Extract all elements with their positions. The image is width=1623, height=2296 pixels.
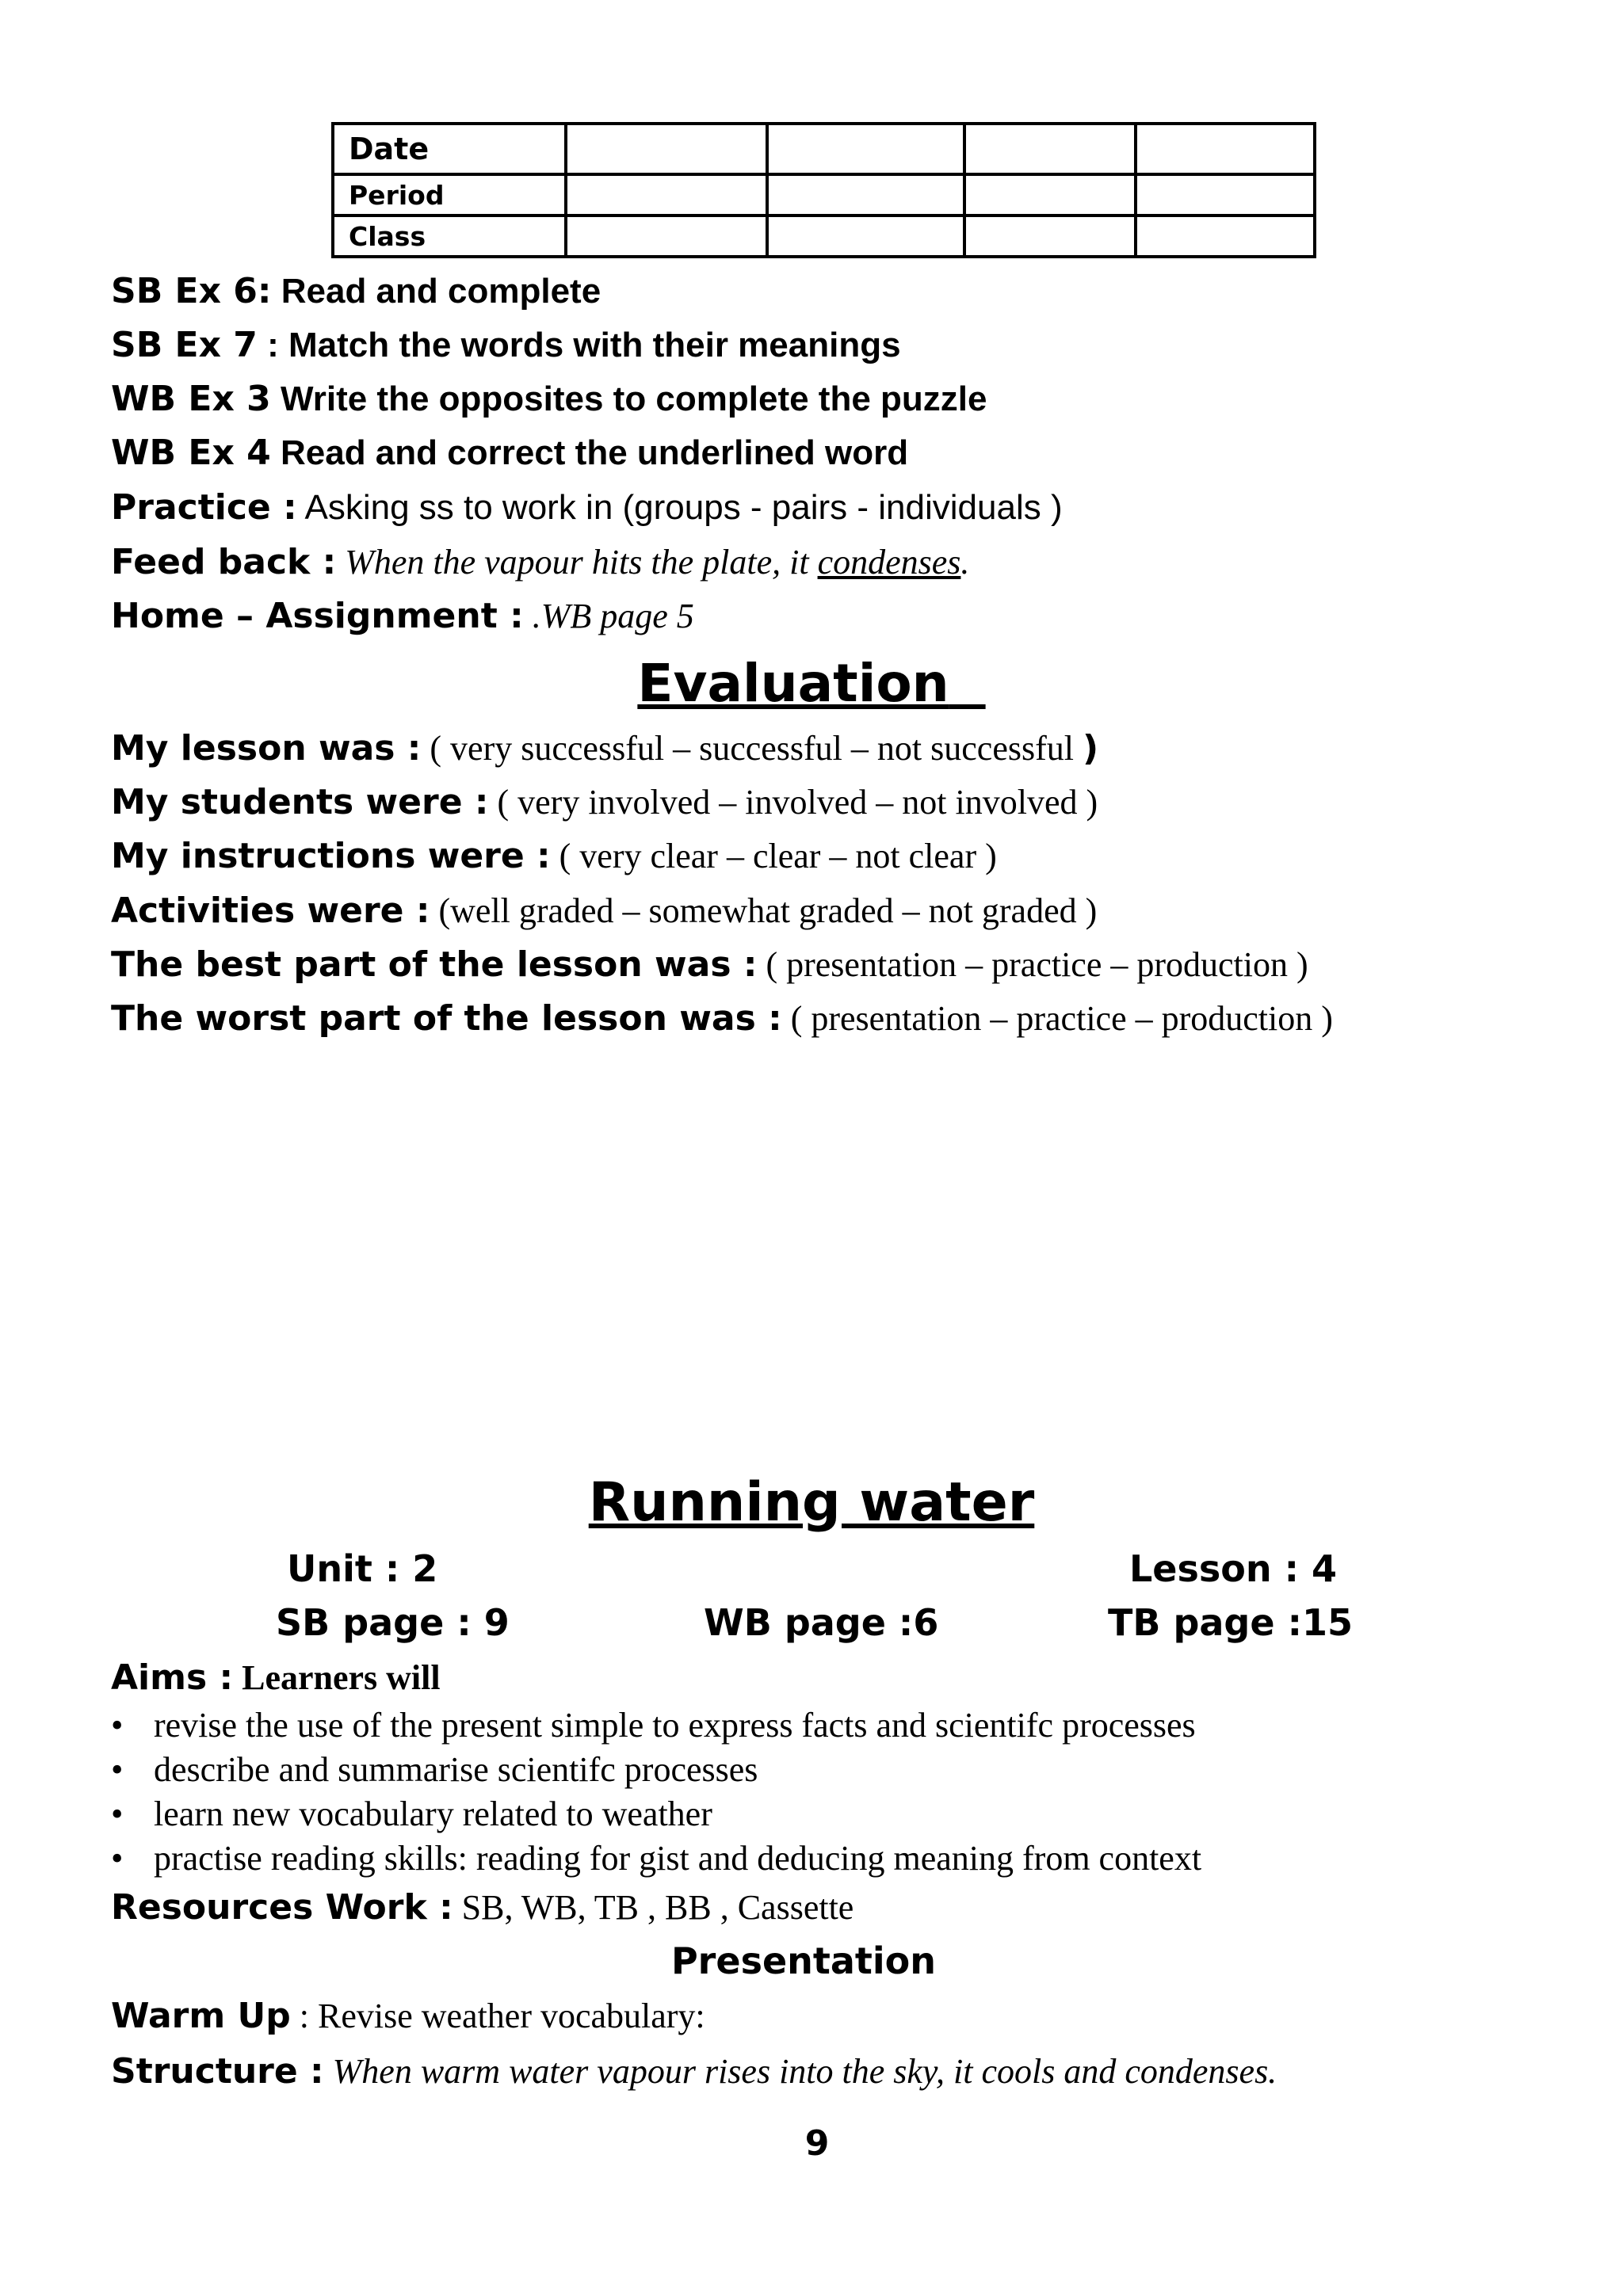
class-cell[interactable]: [767, 215, 964, 257]
evaluation-heading: Evaluation: [637, 653, 949, 714]
wb-ex3-text: Write the opposites to complete the puzzle: [270, 379, 987, 418]
period-cell[interactable]: [964, 174, 1136, 215]
class-cell[interactable]: [964, 215, 1136, 257]
evaluation-line: [111, 995, 1333, 1043]
evaluation-line: [111, 725, 1098, 772]
resources-line: [111, 1884, 854, 1932]
aims-label: Aims :: [111, 1657, 234, 1698]
practice-label: Practice :: [111, 487, 297, 528]
wb-ex3-label: WB Ex 3: [111, 379, 271, 419]
feedback-label: Feed back :: [111, 542, 337, 582]
home-assignment-label: Home – Assignment :: [111, 596, 524, 636]
evaluation-line: [111, 779, 1098, 826]
wb-ex4-label: WB Ex 4: [111, 433, 271, 473]
evaluation-label: My lesson was :: [111, 728, 422, 769]
list-item: • learn new vocabulary related to weather: [111, 1794, 712, 1833]
lesson-number: Lesson : 4: [1129, 1547, 1338, 1590]
sb-ex7-text: : Match the words with their meanings: [257, 326, 901, 364]
wb-page: WB page :6: [704, 1601, 939, 1644]
list-item: • practise reading skills: reading for gist and deducing meaning from context: [111, 1839, 1202, 1878]
feedback-line: [111, 539, 969, 586]
sb-ex6-line: [111, 268, 601, 315]
date-cell[interactable]: [964, 124, 1136, 174]
evaluation-options: ( presentation – practice – production ): [757, 945, 1308, 984]
sb-page: SB page : 9: [276, 1601, 510, 1644]
evaluation-line: [111, 833, 997, 880]
unit-label: Unit : 2: [287, 1547, 438, 1590]
class-cell[interactable]: [1136, 215, 1315, 257]
date-cell[interactable]: [566, 124, 767, 174]
evaluation-options: ( presentation – practice – production ): [781, 999, 1333, 1038]
table-row: [333, 174, 1315, 215]
list-item: • describe and summarise scientifc processes: [111, 1750, 758, 1789]
class-label: Class: [333, 215, 566, 257]
wb-ex3-line: [111, 376, 987, 423]
evaluation-options: ( very successful – successful – not successful: [421, 729, 1083, 768]
home-assignment-text: .WB page 5: [523, 597, 694, 635]
structure-text: When warm water vapour rises into the sky, it cools and condenses.: [323, 2052, 1277, 2091]
evaluation-label: My students were :: [111, 782, 489, 822]
sb-ex6-label: SB Ex 6:: [111, 271, 272, 311]
feedback-period: .: [960, 543, 970, 582]
presentation-heading: Presentation: [670, 1939, 937, 1982]
evaluation-options: ( very clear – clear – not clear ): [550, 837, 997, 875]
attendance-table: [331, 122, 1316, 258]
evaluation-close-paren: ): [1082, 728, 1099, 769]
resources-text: SB, WB, TB , BB , Cassette: [453, 1888, 854, 1927]
aims-line: [111, 1654, 441, 1702]
aims-intro: Learners will: [233, 1658, 441, 1697]
page-number: 9: [804, 2123, 830, 2164]
evaluation-line: [111, 887, 1097, 935]
table-row: [333, 124, 1315, 174]
resources-label: Resources Work :: [111, 1887, 453, 1928]
tb-page: TB page :15: [1108, 1601, 1353, 1644]
wb-ex4-line: [111, 429, 908, 477]
date-cell[interactable]: [1136, 124, 1315, 174]
warmup-line: [111, 1993, 705, 2040]
practice-line: [111, 484, 1063, 532]
sb-ex7-label: SB Ex 7: [111, 325, 258, 365]
table-row: [333, 215, 1315, 257]
structure-line: [111, 2048, 1277, 2096]
date-label: Date: [333, 124, 566, 174]
practice-text: Asking ss to work in (groups - pairs - individuals ): [296, 488, 1063, 527]
evaluation-label: My instructions were :: [111, 836, 551, 876]
evaluation-line: [111, 941, 1308, 989]
evaluation-options: ( very involved – involved – not involved ): [488, 783, 1098, 822]
feedback-underlined-word: condenses: [817, 543, 961, 582]
wb-ex4-text: Read and correct the underlined word: [270, 433, 909, 472]
evaluation-label: The worst part of the lesson was :: [111, 998, 782, 1039]
warmup-label: Warm Up: [111, 1996, 291, 2036]
evaluation-label: Activities were :: [111, 891, 430, 931]
structure-label: Structure :: [111, 2051, 324, 2092]
evaluation-options: (well graded – somewhat graded – not graded ): [430, 891, 1098, 930]
list-item: • revise the use of the present simple to express facts and scientifc processes: [111, 1706, 1196, 1745]
feedback-text: When the vapour hits the plate, it: [336, 543, 818, 582]
date-cell[interactable]: [767, 124, 964, 174]
evaluation-label: The best part of the lesson was :: [111, 944, 758, 985]
sb-ex7-line: [111, 322, 901, 369]
period-cell[interactable]: [767, 174, 964, 215]
lesson-title: Running water: [588, 1471, 1035, 1534]
warmup-text: : Revise weather vocabulary:: [290, 1997, 705, 2035]
class-cell[interactable]: [566, 215, 767, 257]
home-assignment-line: [111, 593, 694, 640]
period-cell[interactable]: [1136, 174, 1315, 215]
period-label: Period: [333, 174, 566, 215]
period-cell[interactable]: [566, 174, 767, 215]
sb-ex6-text: Read and complete: [271, 272, 601, 311]
